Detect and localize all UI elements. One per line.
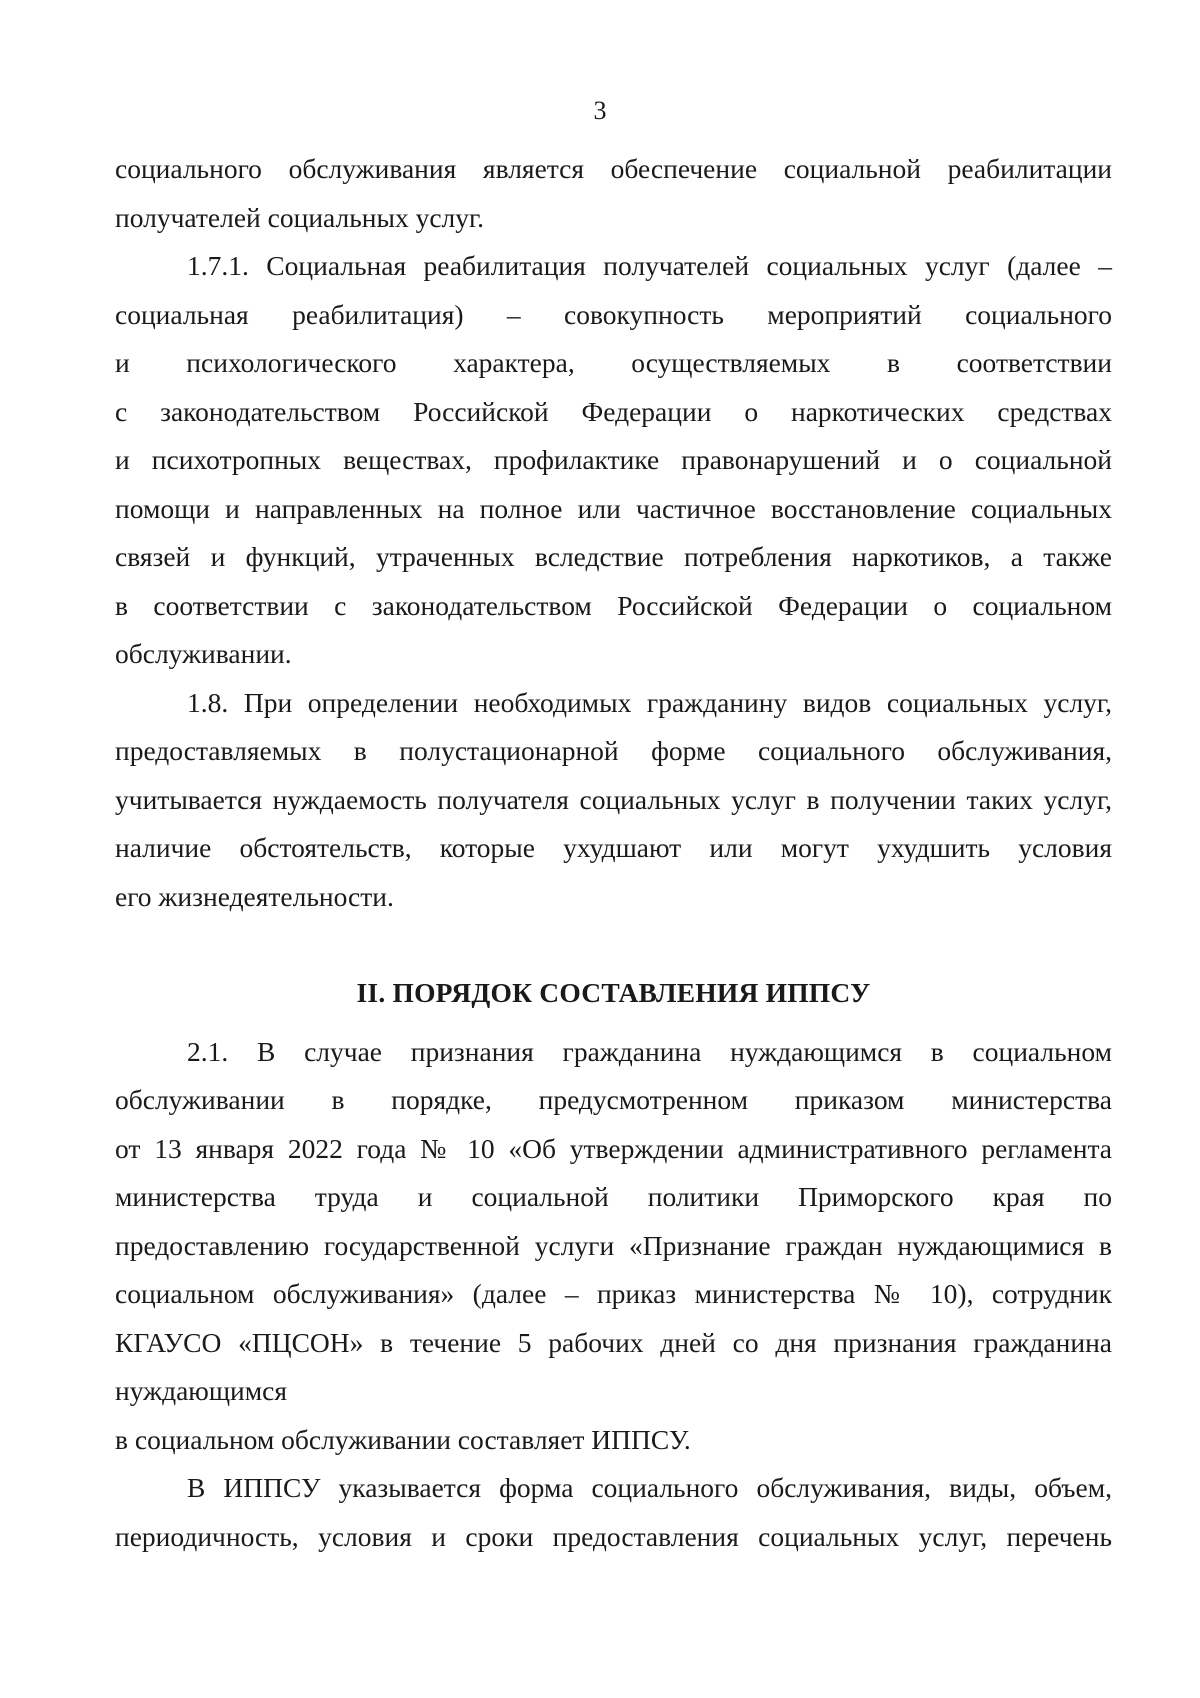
text-line: в соответствии с законодательством Российской Федерации о социальном: [115, 589, 1112, 621]
text-line: предоставляемых в полустационарной форме социального обслуживания,: [115, 735, 1112, 766]
paragraph-section-tail: [115, 145, 1112, 242]
text-line: 1.8. При определении необходимых гражданину видов социальных услуг,: [187, 686, 1112, 718]
text-line: предоставлению государственной услуги «Признание граждан нуждающимися в: [115, 1229, 1112, 1261]
text-line: обслуживании.: [115, 638, 292, 669]
text-line: наличие обстоятельств, которые ухудшают или могут ухудшить условия: [115, 832, 1112, 863]
document-body: [115, 145, 1112, 1561]
text-line: социального обслуживания является обеспечение социальной реабилитации: [115, 153, 1112, 184]
text-line: связей и функций, утраченных вследствие потребления наркотиков, а также: [115, 541, 1112, 572]
page-number: 3: [593, 96, 607, 125]
paragraph-ippsu-content: [115, 1464, 1112, 1561]
text-line: нуждающимся: [115, 1375, 287, 1406]
text-line: министерства труда и социальной политики Приморского края по: [115, 1181, 1112, 1212]
text-line: и психологического характера, осуществляемых в соответствии: [115, 347, 1112, 378]
text-line: 1.7.1. Социальная реабилитация получателей социальных услуг (далее –: [187, 250, 1112, 281]
paragraph-1-7-1: [115, 242, 1112, 679]
spacer: [115, 921, 1112, 969]
text-line: получателей социальных услуг.: [115, 201, 485, 233]
text-line: с законодательством Российской Федерации о наркотических средствах: [115, 395, 1112, 427]
paragraph-1-8: [115, 679, 1112, 922]
text-line: социальном обслуживания» (далее – приказ министерства № 10), сотрудник: [115, 1278, 1112, 1309]
text-line: КГАУСО «ПЦСОН» в течение 5 рабочих дней со дня признания гражданина: [115, 1326, 1112, 1358]
text-line: В ИППСУ указывается форма социального обслуживания, виды, объем,: [187, 1472, 1112, 1503]
text-line: в социальном обслуживании составляет ИППСУ.: [115, 1423, 691, 1455]
text-line: и психотропных веществах, профилактике правонарушений и о социальной: [115, 444, 1112, 475]
text-line: его жизнедеятельности.: [115, 880, 394, 912]
paragraph-2-1: [115, 1028, 1112, 1465]
text-line: социальная реабилитация) – совокупность мероприятий социального: [115, 298, 1112, 330]
text-line: 2.1. В случае признания гражданина нуждающимся в социальном: [187, 1035, 1112, 1067]
text-line: периодичность, условия и сроки предоставления социальных услуг, перечень: [115, 1520, 1112, 1552]
text-line: учитывается нуждаемость получателя социальных услуг в получении таких услуг,: [115, 783, 1112, 815]
text-line: обслуживании в порядке, предусмотренном приказом министерства: [115, 1084, 1112, 1115]
section-heading: II. ПОРЯДОК СОСТАВЛЕНИЯ ИППСУ: [356, 977, 871, 1008]
text-line: от 13 января 2022 года № 10 «Об утверждении административного регламента: [115, 1132, 1112, 1164]
text-line: помощи и направленных на полное или частичное восстановление социальных: [115, 492, 1112, 524]
